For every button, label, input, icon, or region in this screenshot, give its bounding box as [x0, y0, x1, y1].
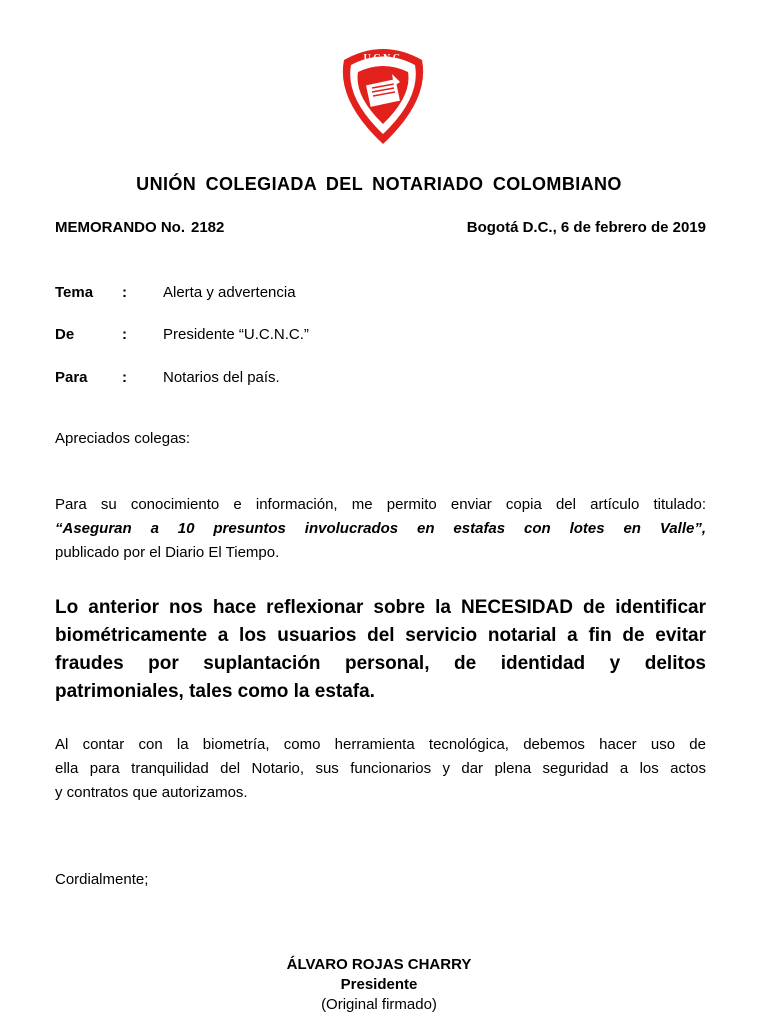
field-tema-label: Tema	[55, 284, 94, 301]
paragraph-reflection	[55, 594, 706, 706]
field-tema-value: Alerta y advertencia	[163, 284, 296, 301]
paragraph-article	[55, 493, 706, 565]
field-para-label: Para	[55, 369, 88, 386]
memo-number-value: 2182	[191, 219, 225, 236]
field-de-value: Presidente “U.C.N.C.”	[163, 326, 309, 343]
paragraph-reflection-line: biométricamente a los usuarios del servicio notarial a fin de evitar	[55, 625, 706, 646]
signatory-name: ÁLVARO ROJAS CHARRY	[286, 956, 472, 973]
memo-number	[55, 219, 224, 236]
signatory-role: Presidente	[340, 976, 418, 993]
paragraph-article-outro: publicado por el Diario El Tiempo.	[55, 544, 280, 561]
field-de-label: De	[55, 326, 75, 343]
article-title: “Aseguran a 10 presuntos involucrados en estafas con lotes en Valle”,	[55, 520, 706, 537]
signature-note: (Original firmado)	[321, 996, 437, 1013]
paragraph-biometrics-line: ella para tranquilidad del Notario, sus funcionarios y dar plena seguridad a los actos	[55, 760, 706, 777]
paragraph-biometrics-line: Al contar con la biometría, como herramienta tecnológica, debemos hacer uso de	[55, 736, 706, 753]
greeting: Apreciados colegas:	[55, 430, 191, 447]
organization-title: UNIÓN COLEGIADA DEL NOTARIADO COLOMBIANO	[136, 174, 622, 194]
paragraph-reflection-line: patrimoniales, tales como la estafa.	[55, 681, 375, 702]
memo-header	[55, 219, 706, 236]
field-para-value: Notarios del país.	[163, 369, 280, 386]
paragraph-biometrics	[55, 733, 706, 805]
paragraph-article-intro: Para su conocimiento e información, me permito enviar copia del artículo titulado:	[55, 496, 706, 513]
memo-label: MEMORANDO No.	[55, 219, 185, 236]
paragraph-reflection-line: fraudes por suplantación personal, de identidad y delitos	[55, 653, 706, 674]
ucnc-logo	[334, 38, 432, 146]
field-para-colon: :	[122, 369, 127, 386]
field-de-colon: :	[122, 326, 127, 343]
signature-block	[0, 955, 758, 1015]
paragraph-biometrics-line: y contratos que autorizamos.	[55, 784, 248, 801]
memo-place-date: Bogotá D.C., 6 de febrero de 2019	[466, 219, 706, 236]
svg-text:U.C.N.C.: U.C.N.C.	[363, 53, 403, 64]
paragraph-reflection-line: Lo anterior nos hace reflexionar sobre la NECESIDAD de identificar	[55, 597, 706, 618]
closing: Cordialmente;	[55, 871, 149, 888]
field-tema-colon: :	[122, 284, 127, 301]
